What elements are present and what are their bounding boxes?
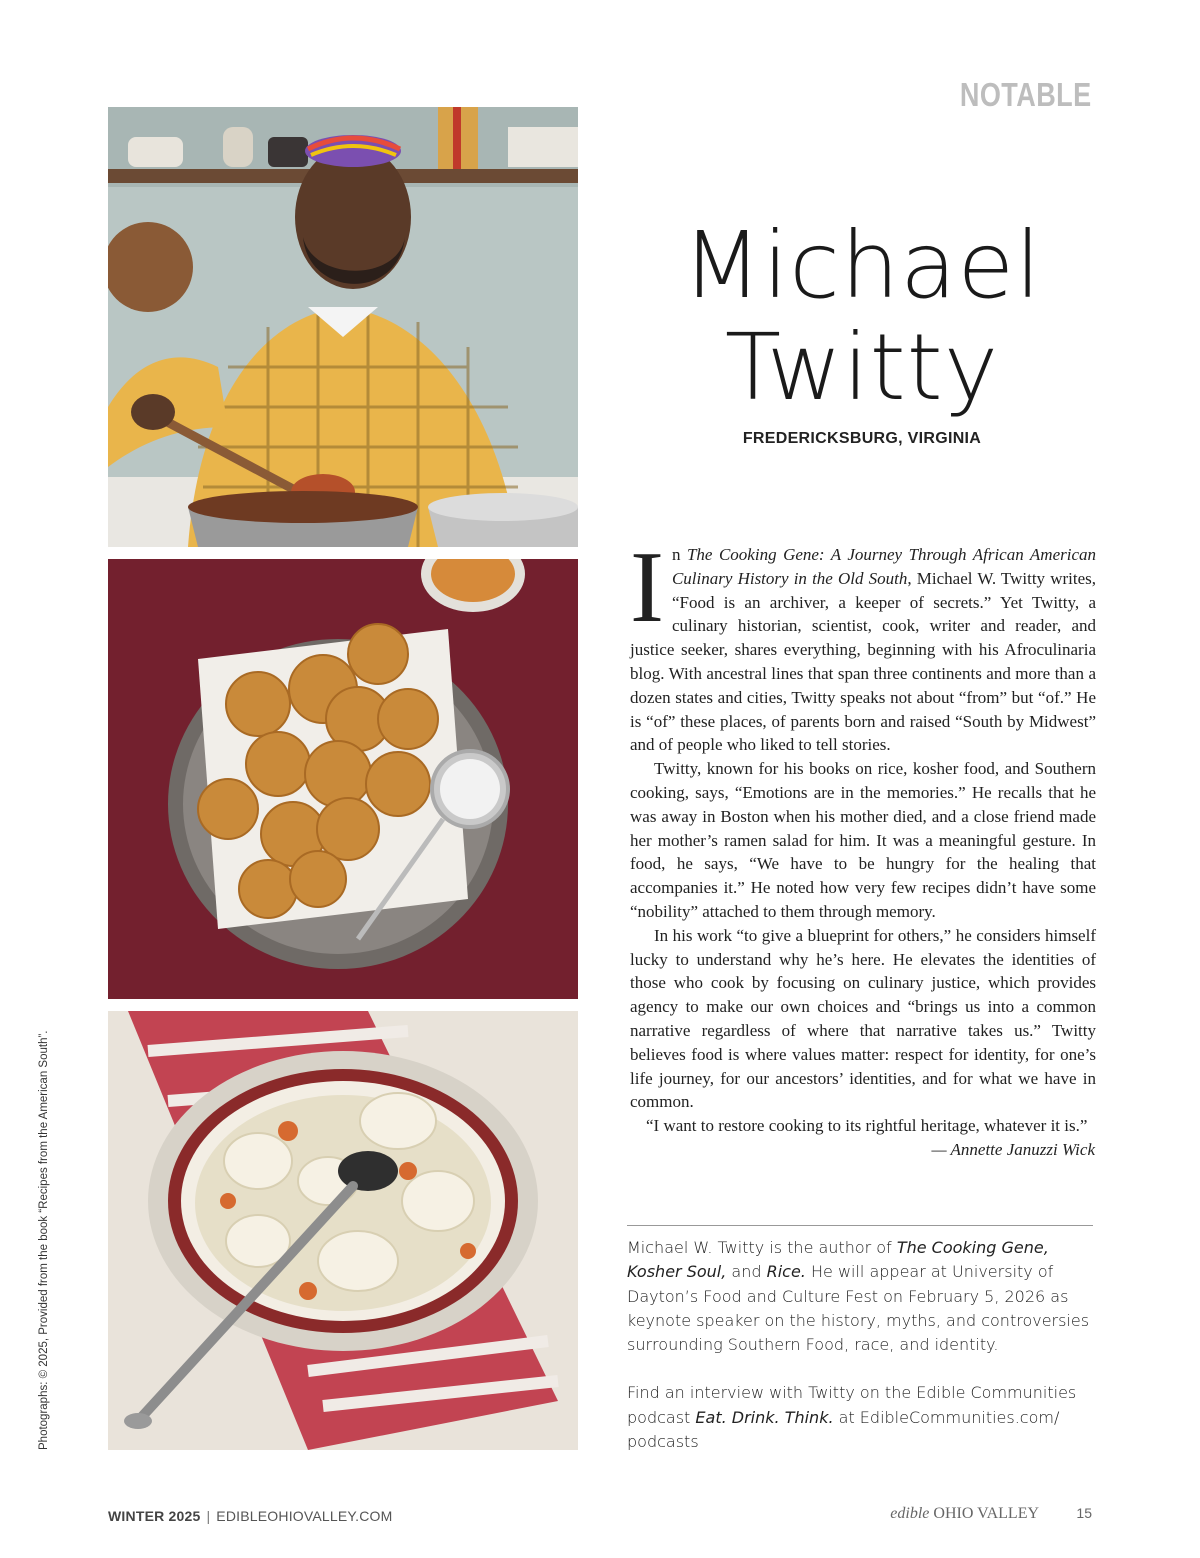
issue-label: WINTER 2025 bbox=[108, 1508, 201, 1524]
fritters-photo bbox=[108, 559, 578, 999]
article-body bbox=[630, 531, 1096, 1138]
chef-photo bbox=[108, 107, 578, 547]
article-paragraph: In The Cooking Gene: A Journey Through African American Culinary History in the Old South, Michael W. Twitty writes, “Food is an archiver, a keeper of secrets.” Yet Twitty, a culinary historian, scientist, cook, writer and reader, and justice seeker, shares everything, beginning with his Afroculinaria blog. With ancestral lines that span three continents and more than a dozen states and cities, Twitty speaks not about “from” but “of.” He is “of” these places, of parents born and raised “South by Midwest” and of people who liked to tell stories. bbox=[630, 531, 1096, 755]
dumplings-photo bbox=[108, 1011, 578, 1450]
location: FREDERICKSBURG, VIRGINIA bbox=[742, 430, 982, 447]
title-first-name: Michael bbox=[682, 212, 1042, 319]
book-title: The Cooking Gene: A Journey Through African American Culinary History in the Old South bbox=[671, 545, 1096, 588]
section-label: NOTABLE bbox=[960, 76, 1092, 113]
site-link[interactable]: EDIBLEOHIOVALLEY.COM bbox=[216, 1508, 393, 1524]
footer-issue bbox=[108, 1508, 393, 1524]
title-last-name: Twitty bbox=[724, 314, 1000, 421]
page-number: 15 bbox=[1076, 1505, 1092, 1521]
byline: — Annette Januzzi Wick bbox=[931, 1140, 1095, 1159]
divider bbox=[627, 1225, 1093, 1226]
photo-credit: Photographs: © 2025, Provided from the book “Recipes from the American South”. bbox=[38, 1030, 50, 1450]
bio-paragraph: Michael W. Twitty is the author of The Cooking Gene, Kosher Soul, and Rice. He will appear at University of Dayton’s Food and Culture Fest on February 5, 2026 as keynote speaker on the history, myths, and controversies surrounding Southern Food, race, and identity. bbox=[627, 1238, 1090, 1355]
footer-separator: | bbox=[206, 1508, 211, 1524]
podcast-paragraph: Find an interview with Twitty on the Edible Communities podcast Eat. Drink. Think. at EdibleCommunities.com/ podcasts bbox=[627, 1383, 1077, 1452]
brand-edible: edible bbox=[890, 1505, 930, 1522]
drop-cap: I bbox=[630, 531, 664, 644]
footer-brand bbox=[890, 1505, 1092, 1523]
brand-region: OHIO VALLEY bbox=[933, 1505, 1039, 1522]
article-quote: “I want to restore cooking to its rightful heritage, whatever it is.” bbox=[646, 1116, 1088, 1136]
article-paragraph: In his work “to give a blueprint for others,” he considers himself lucky to understand why he’s here. He elevates the identities of those who cook by focusing on culinary justice, which provides agency to make our own choices and “brings us into a common narrative regardless of where that narrative takes us.” Twitty believes food is where values matter: respect for identity, for one’s life journey, for our ancestors’ identities, and for what we have in common. bbox=[630, 925, 1096, 1112]
author-note bbox=[627, 1236, 1097, 1478]
article-paragraph: Twitty, known for his books on rice, kosher food, and Southern cooking, says, “Emotions are in the memories.” He recalls that he was away in Boston when his mother died, and a close friend made her mother’s ramen salad for him. It was a meaningful gesture. In food, he says, “We have to be hungry for the healing that accompanies it.” He noted how very few recipes didn’t have some “nobility” attached to them through memory. bbox=[630, 759, 1096, 921]
